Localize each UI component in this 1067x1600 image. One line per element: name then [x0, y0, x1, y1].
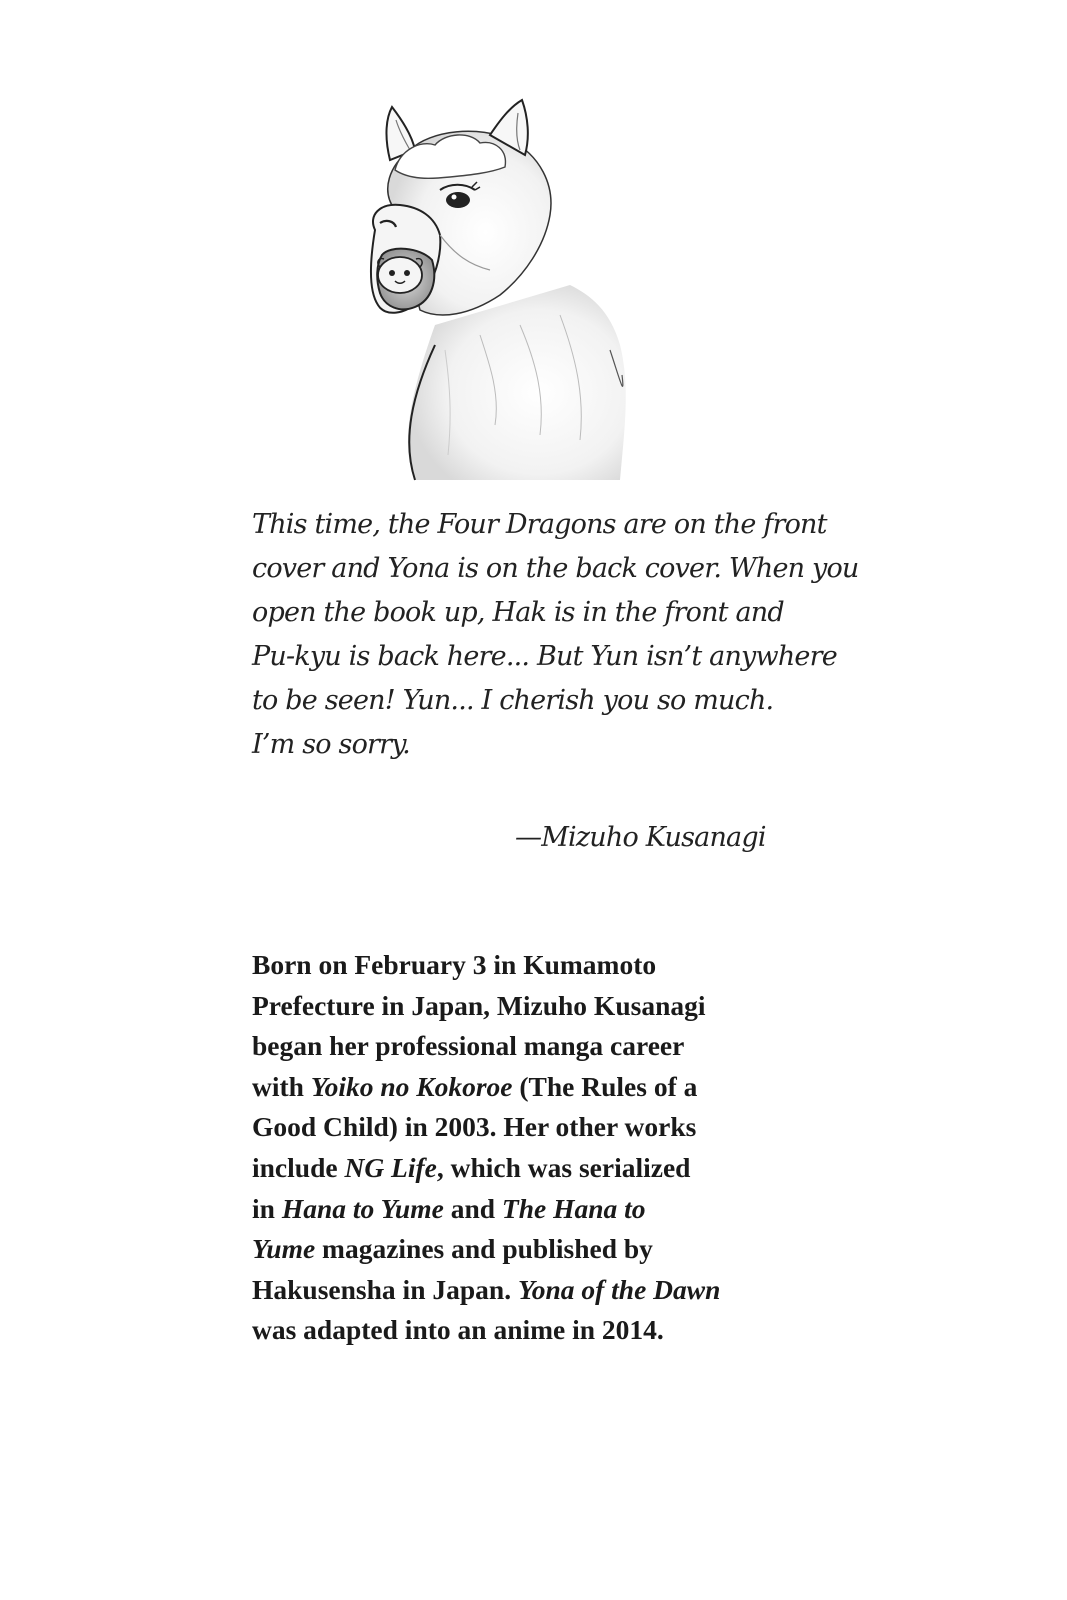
author-note	[252, 503, 859, 767]
bio-line: Yume magazines and published by	[252, 1233, 653, 1265]
author-bio	[252, 945, 812, 1351]
author-note-line: I’m so sorry.	[252, 729, 410, 760]
magazine-title: The Hana to	[501, 1192, 646, 1224]
work-title: NG Life	[344, 1151, 437, 1183]
bio-line: Born on February 3 in Kumamoto	[252, 949, 657, 980]
bio-line: include NG Life, which was serialized	[252, 1151, 691, 1183]
magazine-title: Hana to Yume	[281, 1192, 444, 1224]
bio-line: Hakusensha in Japan. Yona of the Dawn	[252, 1273, 721, 1305]
work-title: Yona of the Dawn	[517, 1273, 721, 1305]
bio-line: began her professional manga career	[252, 1030, 685, 1062]
author-signature: —Mizuho Kusanagi	[515, 822, 766, 853]
author-note-line: open the book up, Hak is in the front and	[252, 597, 784, 628]
magazine-title: Yume	[252, 1233, 316, 1265]
author-note-line: This time, the Four Dragons are on the front	[252, 509, 827, 540]
work-title: Yoiko no Kokoroe	[310, 1070, 513, 1102]
bio-line: with Yoiko no Kokoroe (The Rules of a	[252, 1070, 698, 1102]
author-note-line: to be seen! Yun... I cherish you so much.	[252, 685, 774, 716]
bio-line: Good Child) in 2003. Her other works	[252, 1111, 697, 1143]
alpaca-illustration	[340, 95, 640, 490]
author-note-line: Pu-kyu is back here... But Yun isn’t anywhere	[252, 641, 837, 672]
bio-line: Prefecture in Japan, Mizuho Kusanagi	[252, 989, 706, 1021]
bio-line: in Hana to Yume and The Hana to	[252, 1192, 646, 1224]
bio-line: was adapted into an anime in 2014.	[252, 1314, 664, 1346]
author-note-line: cover and Yona is on the back cover. When you	[252, 553, 859, 584]
